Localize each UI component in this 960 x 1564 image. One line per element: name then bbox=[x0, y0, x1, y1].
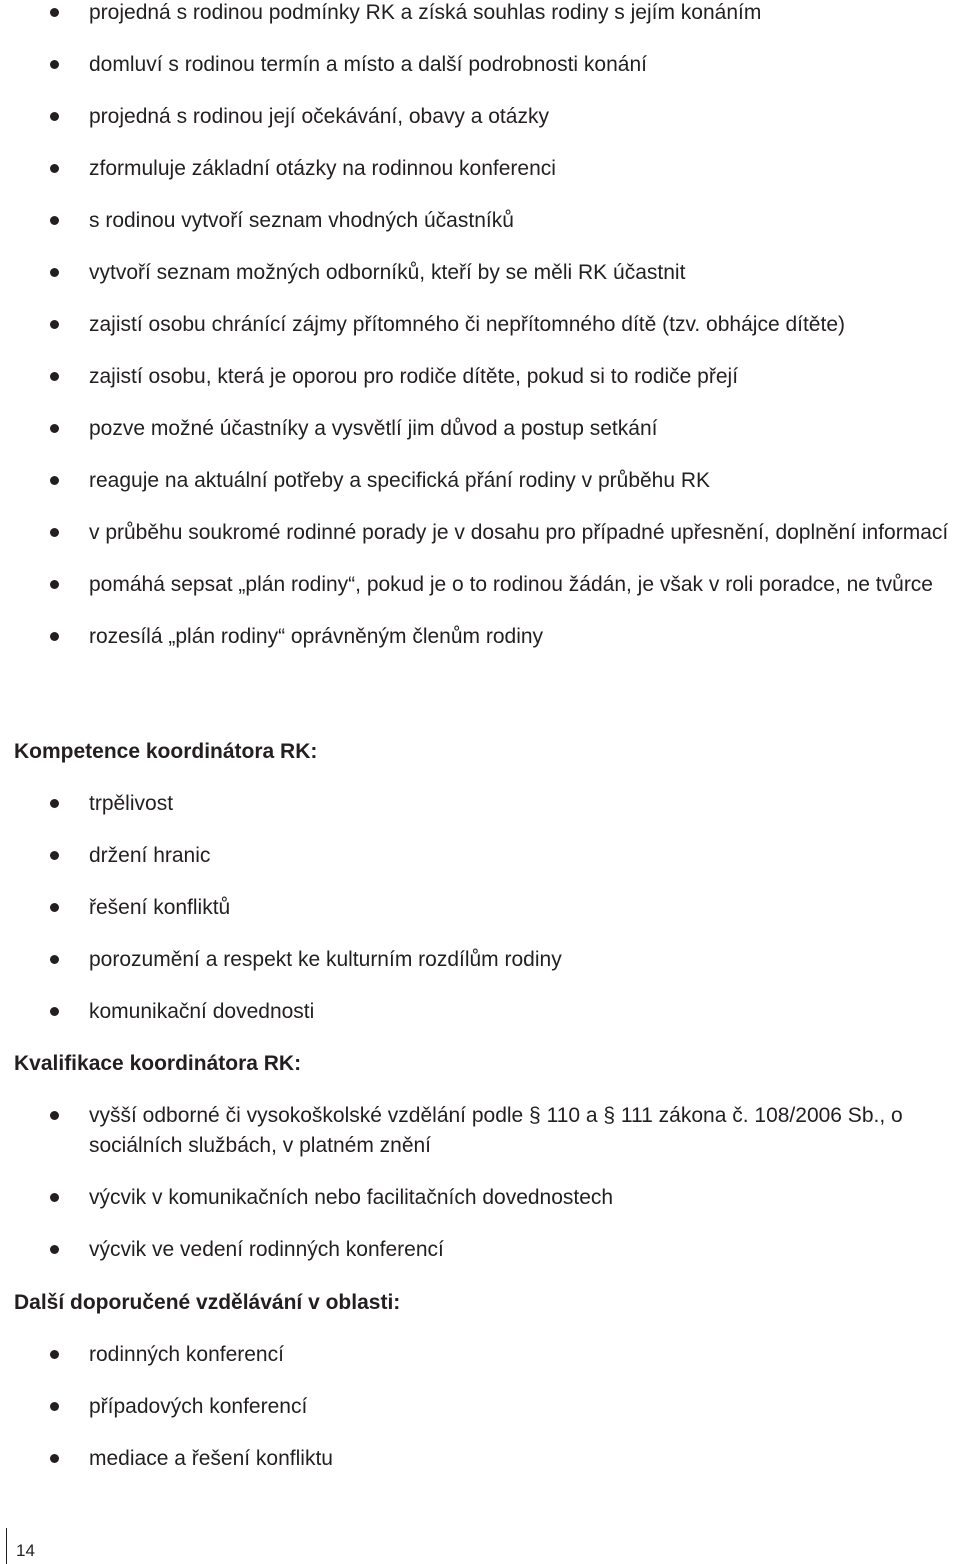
list-item bbox=[0, 945, 960, 975]
list-item-text: s rodinou vytvoří seznam vhodných účastníků bbox=[89, 209, 514, 232]
bullet-icon bbox=[50, 1402, 59, 1411]
list-item bbox=[0, 1340, 960, 1370]
list-item-text: rodinných konferencí bbox=[89, 1343, 284, 1366]
list-item-text: zajistí osobu, která je oporou pro rodiče dítěte, pokud si to rodiče přejí bbox=[89, 365, 739, 388]
list-item bbox=[0, 997, 960, 1027]
bullet-icon bbox=[50, 851, 59, 860]
list-item-text: reaguje na aktuální potřeby a specifická přání rodiny v průběhu RK bbox=[89, 469, 711, 492]
bullet-icon bbox=[50, 60, 59, 69]
list-item bbox=[0, 414, 960, 444]
list-item-text: řešení konfliktů bbox=[89, 896, 231, 919]
list-item-text: držení hranic bbox=[89, 844, 211, 867]
education-heading: Další doporučené vzdělávání v oblasti: bbox=[14, 1291, 401, 1314]
list-item bbox=[0, 154, 960, 184]
list-item bbox=[0, 258, 960, 288]
list-item-text: mediace a řešení konfliktu bbox=[89, 1447, 333, 1470]
bullet-icon bbox=[50, 320, 59, 329]
coordinator-tasks-section bbox=[0, 0, 960, 674]
list-item bbox=[0, 570, 960, 600]
list-item bbox=[0, 466, 960, 496]
list-item bbox=[0, 50, 960, 80]
list-item-text: případových konferencí bbox=[89, 1395, 308, 1418]
list-item bbox=[0, 362, 960, 392]
list-item-text: pozve možné účastníky a vysvětlí jim důvod a postup setkání bbox=[89, 417, 658, 440]
bullet-icon bbox=[50, 1245, 59, 1254]
list-item-text: v průběhu soukromé rodinné porady je v dosahu pro případné upřesnění, doplnění informací bbox=[89, 521, 949, 544]
competence-list bbox=[0, 789, 960, 1027]
bullet-icon bbox=[50, 268, 59, 277]
education-list bbox=[0, 1340, 960, 1474]
list-item-text: pomáhá sepsat „plán rodiny“, pokud je o to rodinou žádán, je však v roli poradce, ne tvůrce bbox=[89, 573, 933, 596]
qualification-list bbox=[0, 1101, 960, 1265]
list-item-text: porozumění a respekt ke kulturním rozdílům rodiny bbox=[89, 948, 562, 971]
bullet-icon bbox=[50, 424, 59, 433]
bullet-icon bbox=[50, 1193, 59, 1202]
bullet-icon bbox=[50, 955, 59, 964]
list-item-text: domluví s rodinou termín a místo a další podrobnosti konání bbox=[89, 53, 647, 76]
list-item bbox=[0, 789, 960, 819]
bullet-icon bbox=[50, 164, 59, 173]
list-item bbox=[0, 1392, 960, 1422]
coordinator-tasks-list bbox=[0, 0, 960, 652]
list-item bbox=[0, 893, 960, 923]
bullet-icon bbox=[50, 580, 59, 589]
list-item-text: komunikační dovednosti bbox=[89, 1000, 315, 1023]
list-item-text: výcvik v komunikačních nebo facilitačních dovednostech bbox=[89, 1186, 614, 1209]
list-item-text: výcvik ve vedení rodinných konferencí bbox=[89, 1238, 444, 1261]
bullet-icon bbox=[50, 632, 59, 641]
bullet-icon bbox=[50, 1454, 59, 1463]
bullet-icon bbox=[50, 112, 59, 121]
list-item bbox=[0, 1235, 960, 1265]
list-item-text: zformuluje základní otázky na rodinnou konferenci bbox=[89, 157, 556, 180]
bullet-icon bbox=[50, 1111, 59, 1120]
list-item bbox=[0, 1183, 960, 1213]
list-item-text: projedná s rodinou podmínky RK a získá souhlas rodiny s jejím konáním bbox=[89, 1, 762, 24]
bullet-icon bbox=[50, 216, 59, 225]
competence-section bbox=[0, 737, 960, 1049]
bullet-icon bbox=[50, 372, 59, 381]
list-item-text: vytvoří seznam možných odborníků, kteří by se měli RK účastnit bbox=[89, 261, 686, 284]
list-item-text: projedná s rodinou její očekávání, obavy a otázky bbox=[89, 105, 549, 128]
list-item bbox=[0, 518, 960, 548]
qualification-section bbox=[0, 1049, 960, 1287]
list-item bbox=[0, 1101, 960, 1161]
bullet-icon bbox=[50, 528, 59, 537]
bullet-icon bbox=[50, 8, 59, 17]
list-item bbox=[0, 841, 960, 871]
bullet-icon bbox=[50, 1350, 59, 1359]
bullet-icon bbox=[50, 1007, 59, 1016]
competence-heading: Kompetence koordinátora RK: bbox=[14, 740, 318, 763]
bullet-icon bbox=[50, 799, 59, 808]
education-section bbox=[0, 1288, 960, 1496]
list-item-text: trpělivost bbox=[89, 792, 174, 815]
footer-divider bbox=[6, 1528, 7, 1564]
qualification-heading: Kvalifikace koordinátora RK: bbox=[14, 1052, 302, 1075]
list-item bbox=[0, 206, 960, 236]
bullet-icon bbox=[50, 903, 59, 912]
list-item bbox=[0, 102, 960, 132]
list-item bbox=[0, 1444, 960, 1474]
list-item bbox=[0, 310, 960, 340]
bullet-icon bbox=[50, 476, 59, 485]
list-item-text: vyšší odborné či vysokoškolské vzdělání podle § 110 a § 111 zákona č. 108/2006 Sb., o sociálních službách, v platném znění bbox=[89, 1104, 903, 1157]
page-number: 14 bbox=[16, 1541, 35, 1560]
list-item-text: rozesílá „plán rodiny“ oprávněným členům rodiny bbox=[89, 625, 544, 648]
list-item bbox=[0, 0, 960, 28]
list-item-text: zajistí osobu chránící zájmy přítomného či nepřítomného dítě (tzv. obhájce dítěte) bbox=[89, 313, 845, 336]
list-item bbox=[0, 622, 960, 652]
